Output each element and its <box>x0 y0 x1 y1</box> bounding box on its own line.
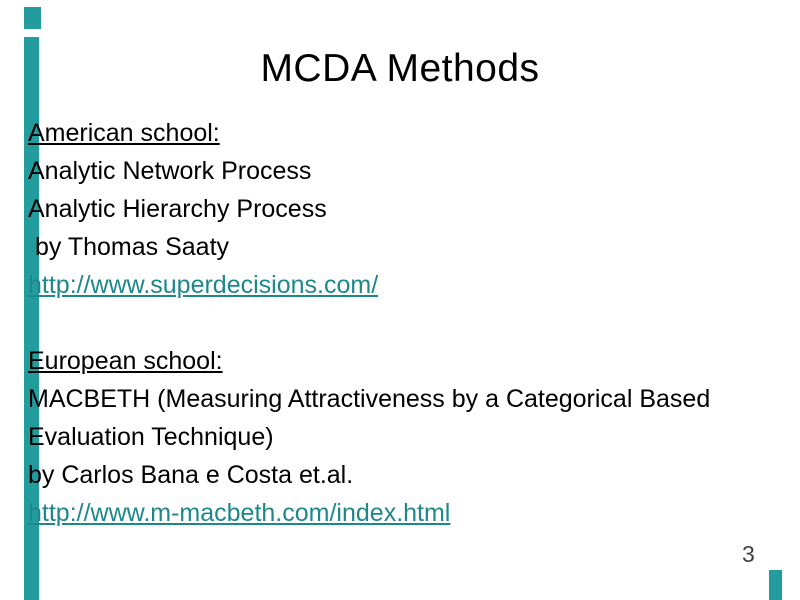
body-line-by-carlos-bana: by Carlos Bana e Costa et.al. <box>28 461 354 489</box>
link-superdecisions[interactable]: http://www.superdecisions.com/ <box>28 271 379 299</box>
body-line-macbeth-part1: MACBETH (Measuring Attractiveness by a Categorical Based <box>28 385 711 413</box>
body-line-macbeth-part2: Evaluation Technique) <box>28 423 274 451</box>
link-m-macbeth[interactable]: http://www.m-macbeth.com/index.html <box>28 499 451 527</box>
accent-bottom-right-bar <box>769 570 782 600</box>
heading-american-school: American school: <box>28 119 220 147</box>
body-line-analytic-network-process: Analytic Network Process <box>28 157 312 185</box>
page-number: 3 <box>742 541 755 567</box>
body-line-by-thomas-saaty: by Thomas Saaty <box>28 233 230 261</box>
heading-european-school: European school: <box>28 347 223 375</box>
slide-body <box>28 114 786 532</box>
slide-title: MCDA Methods <box>260 47 540 90</box>
accent-corner-square <box>24 7 41 29</box>
blank-line <box>28 304 786 342</box>
body-line-analytic-hierarchy-process: Analytic Hierarchy Process <box>28 195 327 223</box>
